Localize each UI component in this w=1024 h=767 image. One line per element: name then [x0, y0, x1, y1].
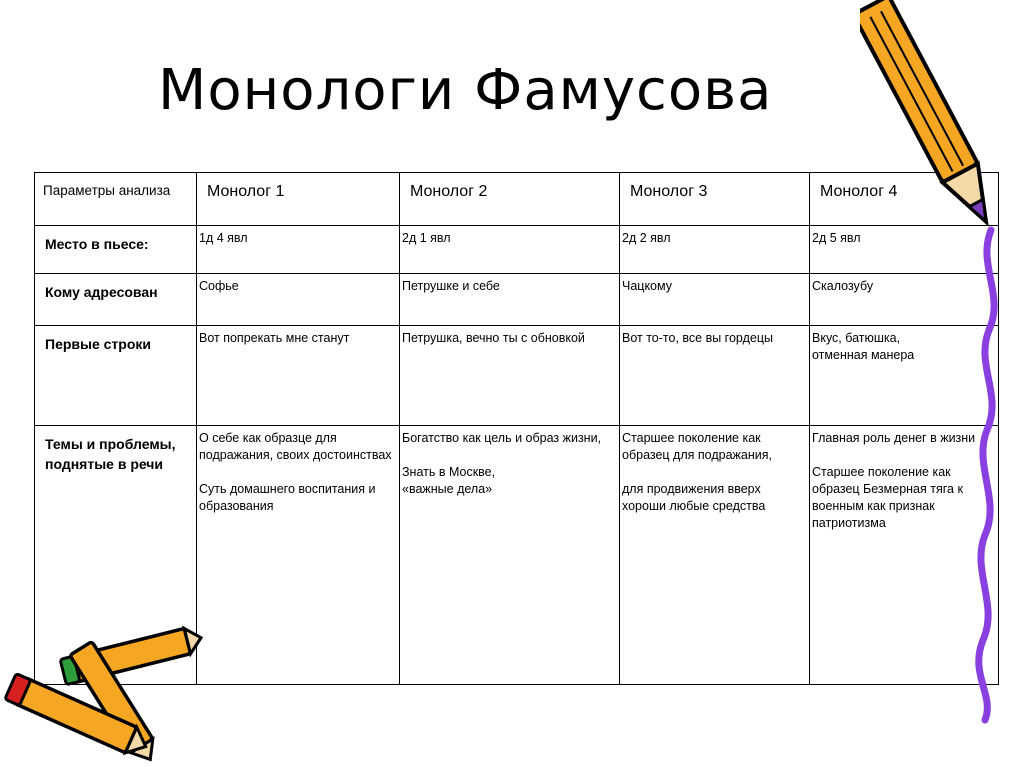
- squiggle-decoration: [955, 225, 1024, 725]
- table-cell: 2д 5 явл: [810, 226, 999, 274]
- squiggle-line: [979, 230, 994, 720]
- table-row: [35, 226, 999, 274]
- column-header-monolog-1: Монолог 1: [197, 173, 400, 226]
- table-header-row: [35, 173, 999, 226]
- monologue-table: [34, 172, 999, 685]
- column-header-monolog-3: Монолог 3: [620, 173, 810, 226]
- crossed-pencils-icon: [0, 615, 205, 765]
- table-cell: Вкус, батюшка, отменная манера: [810, 326, 999, 426]
- table-cell: Богатство как цель и образ жизни, Знать в Москве, «важные дела»: [400, 426, 620, 685]
- row-label: Темы и проблемы, поднятые в речи: [35, 426, 197, 685]
- table-cell: Софье: [197, 274, 400, 326]
- column-header-monolog-4: Монолог 4: [810, 173, 999, 226]
- table-cell: Вот попрекать мне станут: [197, 326, 400, 426]
- table-row: [35, 326, 999, 426]
- pencil-icon: [860, 0, 1005, 242]
- row-label: Кому адресован: [35, 274, 197, 326]
- row-label: Первые строки: [35, 326, 197, 426]
- table-cell: Главная роль денег в жизни Старшее поколение как образец Безмерная тяга к военным как признак патриотизма: [810, 426, 999, 685]
- table-cell: Чацкому: [620, 274, 810, 326]
- table-cell: 2д 1 явл: [400, 226, 620, 274]
- table-cell: О себе как образце для подражания, своих достоинствах Суть домашнего воспитания и образования: [197, 426, 400, 685]
- table-cell: 1д 4 явл: [197, 226, 400, 274]
- column-header-monolog-2: Монолог 2: [400, 173, 620, 226]
- page-title: Монологи Фамусова: [158, 58, 773, 123]
- table-cell: Петрушка, вечно ты с обновкой: [400, 326, 620, 426]
- table-cell: Петрушке и себе: [400, 274, 620, 326]
- table-cell: Старшее поколение как образец для подражания, для продвижения вверх хороши любые средства: [620, 426, 810, 685]
- row-label: Место в пьесе:: [35, 226, 197, 274]
- table-cell: Вот то-то, все вы гордецы: [620, 326, 810, 426]
- table-row: [35, 274, 999, 326]
- table-cell: 2д 2 явл: [620, 226, 810, 274]
- table-cell: Скалозубу: [810, 274, 999, 326]
- corner-header: Параметры анализа: [35, 173, 197, 226]
